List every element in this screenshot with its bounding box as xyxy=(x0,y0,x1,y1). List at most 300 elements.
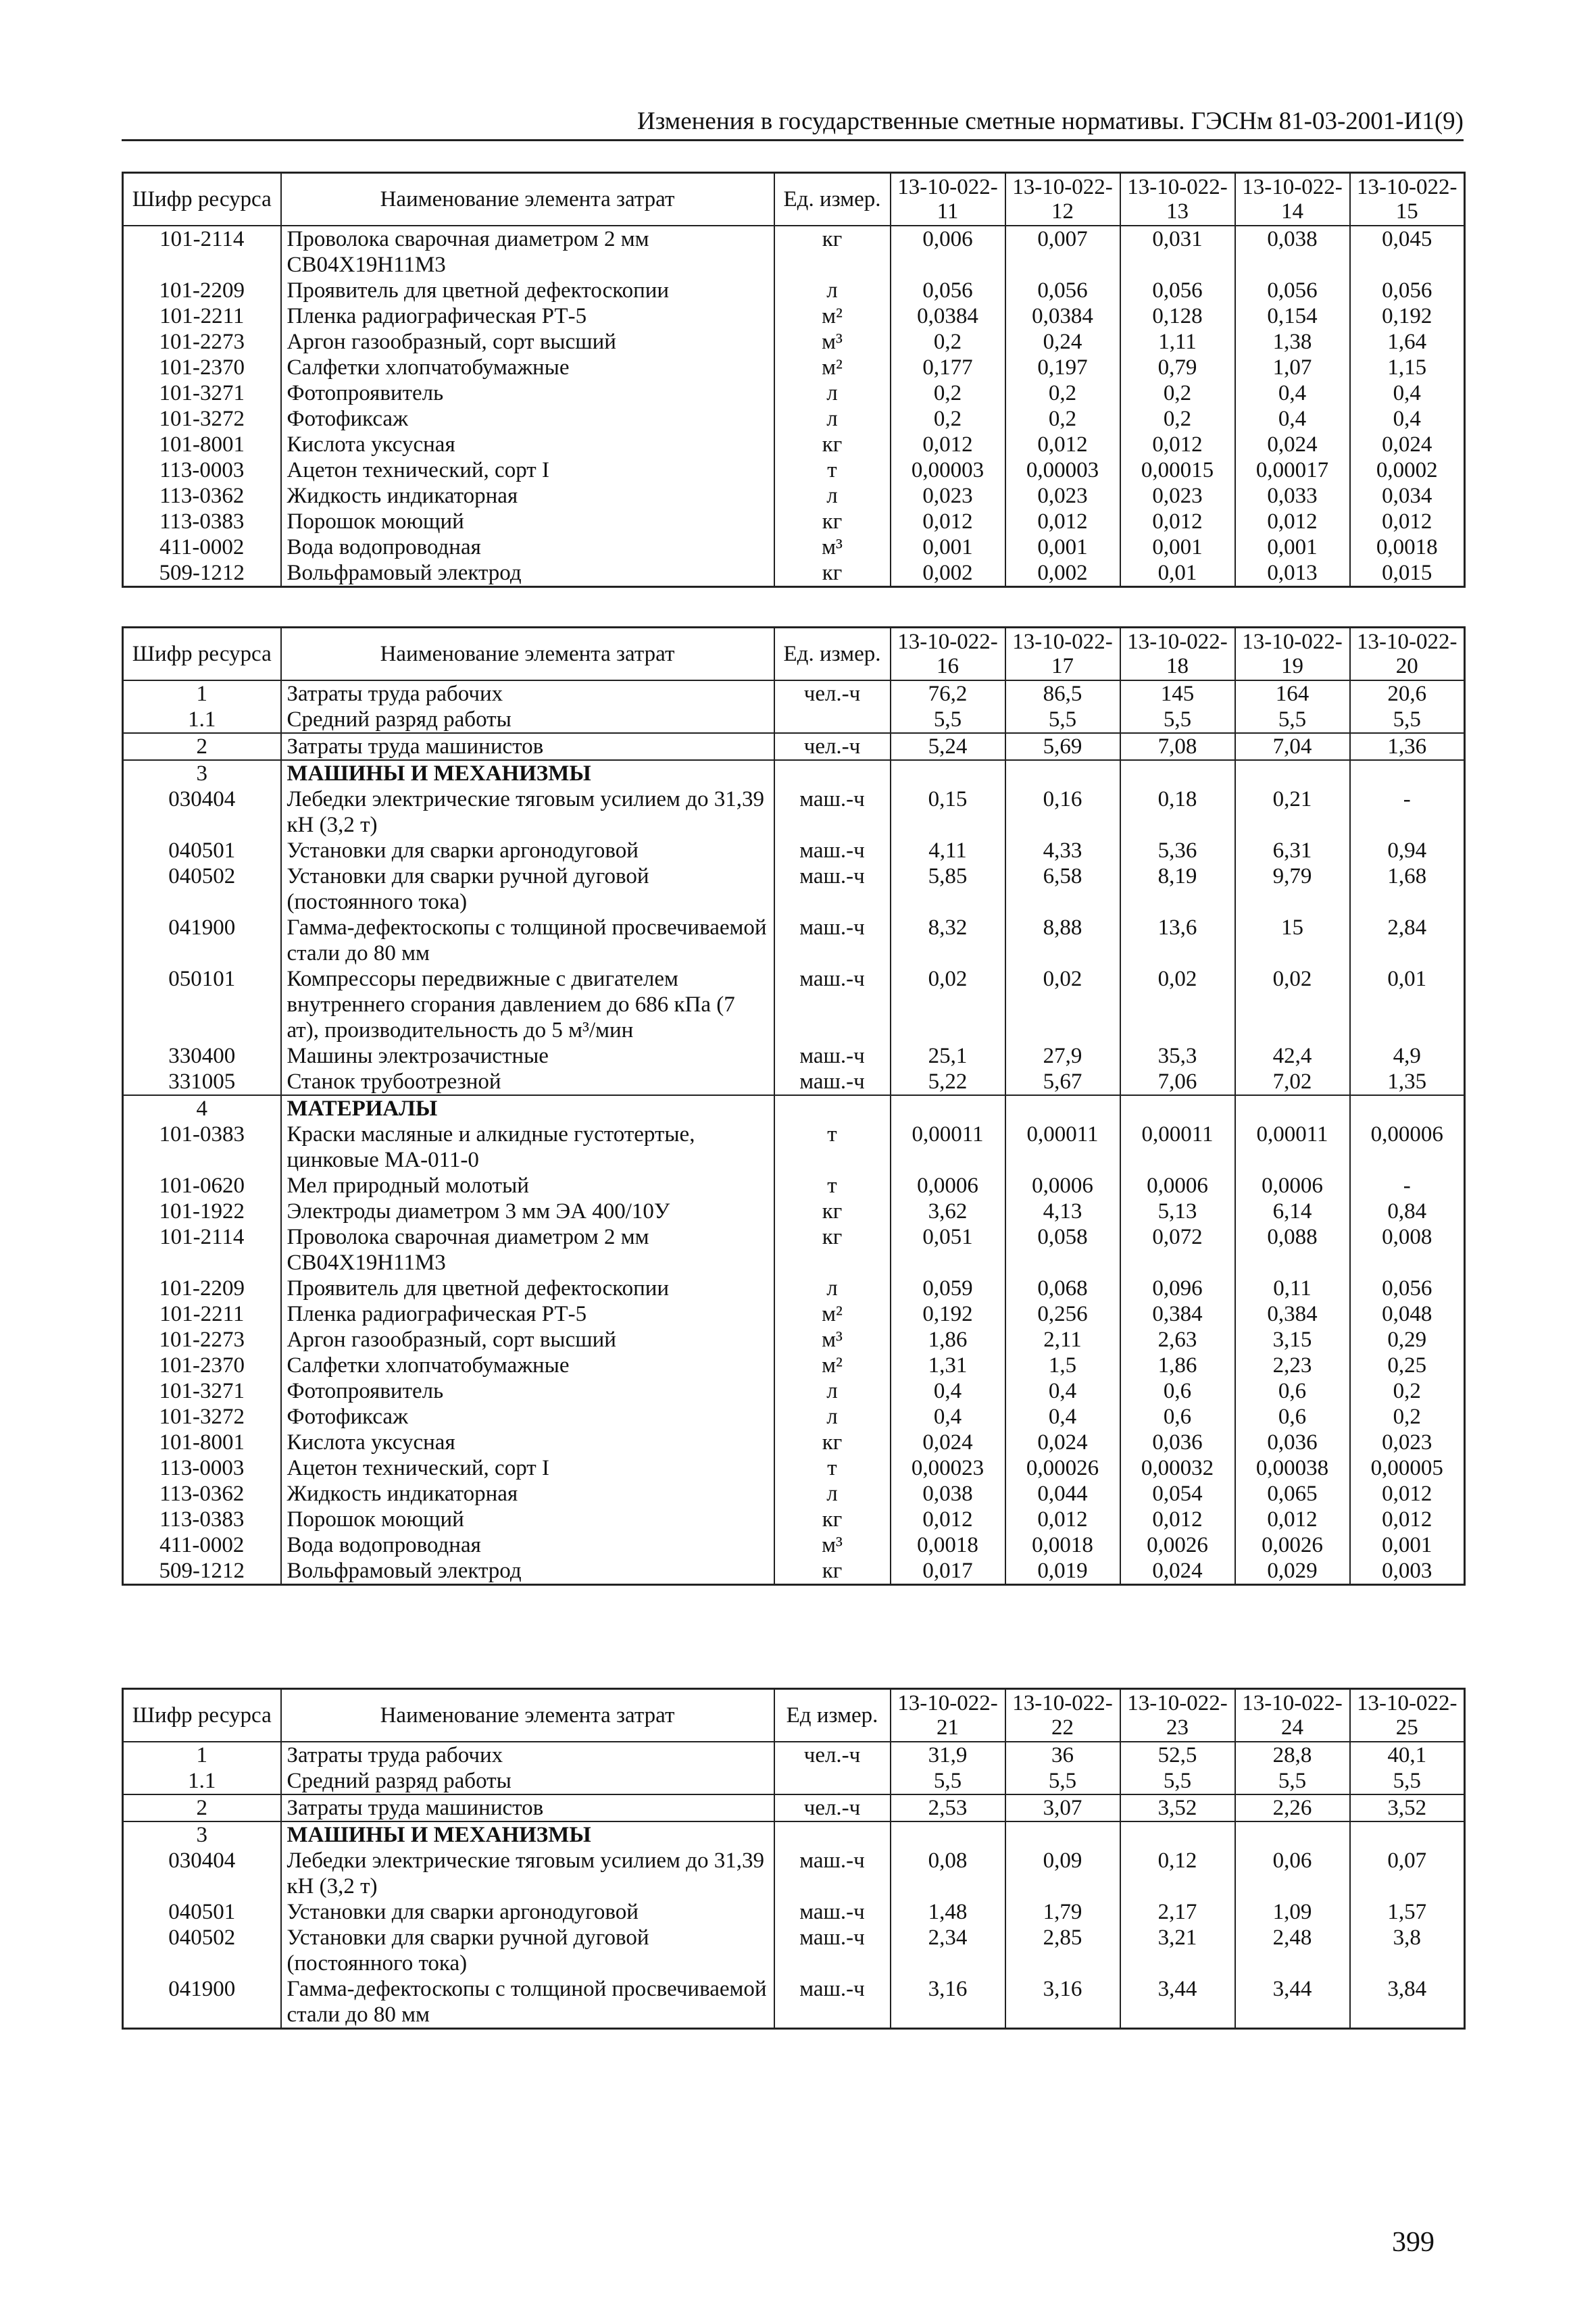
resource-value: 8,19 xyxy=(1120,863,1235,915)
table-row xyxy=(123,1301,1465,1327)
table-row xyxy=(123,1069,1465,1095)
resource-table-3 xyxy=(122,1688,1466,2030)
resource-code: 041900 xyxy=(123,1976,281,2029)
resource-value: 0,002 xyxy=(1005,560,1120,587)
resource-value: 0,003 xyxy=(1350,1558,1465,1585)
resource-value: 4,9 xyxy=(1350,1043,1465,1069)
resource-value: 0,015 xyxy=(1350,560,1465,587)
resource-value: 0,15 xyxy=(891,786,1005,838)
resource-value: 40,1 xyxy=(1350,1742,1465,1768)
resource-value: 0,038 xyxy=(1235,226,1350,278)
table-row xyxy=(123,457,1465,483)
resource-name: Фотопроявитель xyxy=(281,1378,774,1404)
resource-value: 0,4 xyxy=(1235,380,1350,406)
resource-value: 0,038 xyxy=(891,1481,1005,1507)
resource-unit: маш.-ч xyxy=(774,863,891,915)
header-norm-code: 13-10-022-23 xyxy=(1120,1689,1235,1742)
page-header-title: Изменения в государственные сметные нормативы. ГЭСНм 81-03-2001-И1(9) xyxy=(637,107,1464,135)
header-norm-code: 13-10-022-11 xyxy=(891,173,1005,226)
resource-value: 145 xyxy=(1120,680,1235,707)
resource-value: 0,00032 xyxy=(1120,1455,1235,1481)
resource-value xyxy=(1350,760,1465,786)
header-norm-code: 13-10-022-15 xyxy=(1350,173,1465,226)
resource-value: 0,24 xyxy=(1005,329,1120,355)
resource-value: 0,029 xyxy=(1235,1558,1350,1585)
resource-value: 2,53 xyxy=(891,1794,1005,1821)
resource-unit: маш.-ч xyxy=(774,1848,891,1899)
resource-value: 0,0018 xyxy=(1005,1532,1120,1558)
resource-value: 0,12 xyxy=(1120,1848,1235,1899)
resource-value: 2,63 xyxy=(1120,1327,1235,1353)
resource-value: 5,5 xyxy=(1005,707,1120,733)
resource-name: Пленка радиографическая РТ-5 xyxy=(281,1301,774,1327)
resource-value: 5,13 xyxy=(1120,1199,1235,1224)
header-norm-code: 13-10-022-24 xyxy=(1235,1689,1350,1742)
resource-name: Краски масляные и алкидные густотертые, цинковые МА-011-0 xyxy=(281,1122,774,1173)
resource-value: - xyxy=(1350,786,1465,838)
resource-value: 5,5 xyxy=(1350,1768,1465,1794)
resource-code: 101-8001 xyxy=(123,1430,281,1455)
resource-value: 3,44 xyxy=(1120,1976,1235,2029)
table-row xyxy=(123,1532,1465,1558)
resource-unit: л xyxy=(774,1276,891,1301)
resource-unit: кг xyxy=(774,432,891,457)
resource-code: 113-0003 xyxy=(123,1455,281,1481)
resource-unit: м³ xyxy=(774,329,891,355)
resource-table-2 xyxy=(122,626,1466,1586)
resource-value: 0,4 xyxy=(1235,406,1350,432)
table-row xyxy=(123,278,1465,303)
resource-value: 0,94 xyxy=(1350,838,1465,863)
resource-value: 0,056 xyxy=(1120,278,1235,303)
resource-value: 6,31 xyxy=(1235,838,1350,863)
resource-value: 0,056 xyxy=(891,278,1005,303)
resource-value: 86,5 xyxy=(1005,680,1120,707)
resource-value: 0,024 xyxy=(1350,432,1465,457)
resource-name: Ацетон технический, сорт I xyxy=(281,457,774,483)
resource-value: 7,02 xyxy=(1235,1069,1350,1095)
resource-value: 5,36 xyxy=(1120,838,1235,863)
resource-value: 0,033 xyxy=(1235,483,1350,509)
resource-value: 0,096 xyxy=(1120,1276,1235,1301)
resource-unit: л xyxy=(774,1481,891,1507)
resource-value: 1,68 xyxy=(1350,863,1465,915)
resource-value: 0,024 xyxy=(1235,432,1350,457)
resource-value: 0,02 xyxy=(1235,966,1350,1043)
header-norm-code: 13-10-022-13 xyxy=(1120,173,1235,226)
resource-unit: л xyxy=(774,483,891,509)
resource-value: 5,5 xyxy=(891,1768,1005,1794)
resource-value: 3,21 xyxy=(1120,1925,1235,1976)
resource-value: 0,059 xyxy=(891,1276,1005,1301)
resource-value: 5,5 xyxy=(1120,707,1235,733)
resource-name: Салфетки хлопчатобумажные xyxy=(281,1353,774,1378)
resource-value: 0,058 xyxy=(1005,1224,1120,1276)
resource-value: 0,056 xyxy=(1350,1276,1465,1301)
header-norm-code: 13-10-022-19 xyxy=(1235,628,1350,681)
resource-value: 0,6 xyxy=(1235,1378,1350,1404)
resource-value: 0,00015 xyxy=(1120,457,1235,483)
resource-unit: кг xyxy=(774,1199,891,1224)
resource-unit xyxy=(774,1768,891,1794)
resource-unit: м² xyxy=(774,303,891,329)
resource-code: 113-0383 xyxy=(123,1507,281,1532)
resource-unit: т xyxy=(774,1173,891,1199)
resource-unit: кг xyxy=(774,560,891,587)
resource-name: Затраты труда рабочих xyxy=(281,680,774,707)
resource-value: 3,52 xyxy=(1120,1794,1235,1821)
resource-value: 0,001 xyxy=(1350,1532,1465,1558)
resource-value: 0,0018 xyxy=(891,1532,1005,1558)
resource-value: 0,001 xyxy=(891,534,1005,560)
table-row xyxy=(123,1353,1465,1378)
resource-unit: маш.-ч xyxy=(774,786,891,838)
resource-value: 4,33 xyxy=(1005,838,1120,863)
resource-value xyxy=(891,1095,1005,1122)
resource-name: Лебедки электрические тяговым усилием до 31,39 кН (3,2 т) xyxy=(281,786,774,838)
resource-value: 0,023 xyxy=(1350,1430,1465,1455)
resource-value: 5,24 xyxy=(891,733,1005,760)
resource-value: 0,79 xyxy=(1120,355,1235,380)
resource-value: 0,09 xyxy=(1005,1848,1120,1899)
resource-unit xyxy=(774,1095,891,1122)
resource-name: Установки для сварки ручной дуговой (постоянного тока) xyxy=(281,863,774,915)
resource-value: 0,012 xyxy=(1235,1507,1350,1532)
resource-value: 1,36 xyxy=(1350,733,1465,760)
resource-value: 25,1 xyxy=(891,1043,1005,1069)
resource-code: 1 xyxy=(123,1742,281,1768)
table-row xyxy=(123,1925,1465,1976)
resource-value: 0,012 xyxy=(1120,1507,1235,1532)
resource-value: 5,5 xyxy=(1005,1768,1120,1794)
resource-value: 0,045 xyxy=(1350,226,1465,278)
resource-value: 3,15 xyxy=(1235,1327,1350,1353)
resource-value xyxy=(1005,1095,1120,1122)
resource-code: 101-8001 xyxy=(123,432,281,457)
resource-name: МАШИНЫ И МЕХАНИЗМЫ xyxy=(281,760,774,786)
resource-unit: м² xyxy=(774,355,891,380)
resource-code: 113-0383 xyxy=(123,509,281,534)
resource-unit: чел.-ч xyxy=(774,680,891,707)
resource-code: 1 xyxy=(123,680,281,707)
header-code: Шифр ресурса xyxy=(123,628,281,681)
resource-value: 0,036 xyxy=(1120,1430,1235,1455)
resource-value xyxy=(1120,760,1235,786)
resource-value: 5,5 xyxy=(1235,707,1350,733)
header-unit: Ед. измер. xyxy=(774,173,891,226)
resource-value: 7,08 xyxy=(1120,733,1235,760)
resource-code: 411-0002 xyxy=(123,534,281,560)
resource-value: 0,006 xyxy=(891,226,1005,278)
resource-code: 041900 xyxy=(123,915,281,966)
resource-value: 7,04 xyxy=(1235,733,1350,760)
resource-value: 0,29 xyxy=(1350,1327,1465,1353)
resource-code: 101-1922 xyxy=(123,1199,281,1224)
table-row xyxy=(123,1224,1465,1276)
resource-value: 2,84 xyxy=(1350,915,1465,966)
resource-value: 0,0006 xyxy=(1235,1173,1350,1199)
resource-unit: маш.-ч xyxy=(774,1899,891,1925)
resource-value: 0,192 xyxy=(1350,303,1465,329)
header-norm-code: 13-10-022-25 xyxy=(1350,1689,1465,1742)
resource-value: 0,2 xyxy=(891,329,1005,355)
resource-value: 0,088 xyxy=(1235,1224,1350,1276)
resource-value: 2,34 xyxy=(891,1925,1005,1976)
resource-code: 3 xyxy=(123,1821,281,1848)
resource-value: 0,012 xyxy=(891,1507,1005,1532)
resource-name: Кислота уксусная xyxy=(281,1430,774,1455)
resource-code: 101-2114 xyxy=(123,226,281,278)
resource-unit: маш.-ч xyxy=(774,1925,891,1976)
resource-value: 0,056 xyxy=(1235,278,1350,303)
resource-value: 0,08 xyxy=(891,1848,1005,1899)
header-name: Наименование элемента затрат xyxy=(281,173,774,226)
resource-value: 3,62 xyxy=(891,1199,1005,1224)
resource-unit: кг xyxy=(774,1224,891,1276)
resource-code: 050101 xyxy=(123,966,281,1043)
resource-code: 2 xyxy=(123,733,281,760)
resource-value: 0,2 xyxy=(1120,380,1235,406)
resource-code: 101-2211 xyxy=(123,303,281,329)
resource-name: Вольфрамовый электрод xyxy=(281,560,774,587)
resource-value: 0,036 xyxy=(1235,1430,1350,1455)
resource-unit: чел.-ч xyxy=(774,733,891,760)
resource-value: 5,69 xyxy=(1005,733,1120,760)
resource-value: 3,8 xyxy=(1350,1925,1465,1976)
resource-name: Проявитель для цветной дефектоскопии xyxy=(281,1276,774,1301)
resource-value: 0,2 xyxy=(1350,1404,1465,1430)
header-unit: Ед. измер. xyxy=(774,628,891,681)
resource-value: 0,84 xyxy=(1350,1199,1465,1224)
resource-value: 5,5 xyxy=(1350,707,1465,733)
table-row xyxy=(123,1095,1465,1122)
resource-value: 0,0384 xyxy=(1005,303,1120,329)
resource-value: 5,67 xyxy=(1005,1069,1120,1095)
resource-unit xyxy=(774,760,891,786)
resource-name: Станок трубоотрезной xyxy=(281,1069,774,1095)
resource-value: 0,4 xyxy=(891,1404,1005,1430)
resource-value: 0,0026 xyxy=(1235,1532,1350,1558)
resource-value: 0,012 xyxy=(1005,432,1120,457)
resource-code: 411-0002 xyxy=(123,1532,281,1558)
resource-name: МАШИНЫ И МЕХАНИЗМЫ xyxy=(281,1821,774,1848)
resource-value: 0,012 xyxy=(891,432,1005,457)
resource-table-1 xyxy=(122,172,1466,588)
resource-value: 0,16 xyxy=(1005,786,1120,838)
resource-value: 0,0006 xyxy=(891,1173,1005,1199)
resource-code: 101-3272 xyxy=(123,406,281,432)
resource-value: 0,21 xyxy=(1235,786,1350,838)
resource-value: 0,2 xyxy=(891,380,1005,406)
header-unit: Ед измер. xyxy=(774,1689,891,1742)
table-row xyxy=(123,380,1465,406)
resource-value: 0,154 xyxy=(1235,303,1350,329)
resource-name: Порошок моющий xyxy=(281,509,774,534)
resource-value: 0,00023 xyxy=(891,1455,1005,1481)
resource-code: 101-2209 xyxy=(123,278,281,303)
resource-value: 0,00011 xyxy=(1005,1122,1120,1173)
resource-value: 0,012 xyxy=(1350,1481,1465,1507)
resource-value: 0,02 xyxy=(1120,966,1235,1043)
resource-value: 4,13 xyxy=(1005,1199,1120,1224)
resource-name: Проволока сварочная диаметром 2 мм СВ04Х19Н11М3 xyxy=(281,1224,774,1276)
header-name: Наименование элемента затрат xyxy=(281,628,774,681)
resource-value: 0,01 xyxy=(1120,560,1235,587)
resource-name: Проволока сварочная диаметром 2 мм СВ04Х19Н11М3 xyxy=(281,226,774,278)
resource-value: 6,14 xyxy=(1235,1199,1350,1224)
resource-value: 0,2 xyxy=(891,406,1005,432)
table-row xyxy=(123,1378,1465,1404)
resource-value: 1,35 xyxy=(1350,1069,1465,1095)
resource-value xyxy=(891,760,1005,786)
resource-value: 0,6 xyxy=(1120,1378,1235,1404)
resource-value: 0,024 xyxy=(1005,1430,1120,1455)
header-norm-code: 13-10-022-21 xyxy=(891,1689,1005,1742)
resource-code: 509-1212 xyxy=(123,560,281,587)
resource-value: 3,84 xyxy=(1350,1976,1465,2029)
resource-value: 0,128 xyxy=(1120,303,1235,329)
resource-value: 8,32 xyxy=(891,915,1005,966)
resource-value: 0,0002 xyxy=(1350,457,1465,483)
resource-value: 0,008 xyxy=(1350,1224,1465,1276)
resource-name: Затраты труда рабочих xyxy=(281,1742,774,1768)
resource-value: 0,001 xyxy=(1005,534,1120,560)
table-row xyxy=(123,1899,1465,1925)
resource-name: Кислота уксусная xyxy=(281,432,774,457)
resource-value: - xyxy=(1350,1173,1465,1199)
resource-unit: т xyxy=(774,1455,891,1481)
resource-code: 101-0383 xyxy=(123,1122,281,1173)
resource-unit: м³ xyxy=(774,534,891,560)
resource-value: 0,012 xyxy=(1350,509,1465,534)
resource-code: 1.1 xyxy=(123,1768,281,1794)
table-row xyxy=(123,432,1465,457)
resource-code: 101-0620 xyxy=(123,1173,281,1199)
resource-value xyxy=(1235,1821,1350,1848)
resource-value: 0,019 xyxy=(1005,1558,1120,1585)
resource-value xyxy=(1350,1095,1465,1122)
resource-value: 0,02 xyxy=(1005,966,1120,1043)
resource-value: 0,0006 xyxy=(1120,1173,1235,1199)
resource-unit: кг xyxy=(774,226,891,278)
table-row xyxy=(123,1794,1465,1821)
resource-unit xyxy=(774,707,891,733)
resource-value: 5,5 xyxy=(1235,1768,1350,1794)
table-row xyxy=(123,1455,1465,1481)
resource-value: 8,88 xyxy=(1005,915,1120,966)
resource-value: 0,012 xyxy=(1005,1507,1120,1532)
resource-value: 0,012 xyxy=(1235,509,1350,534)
table-row xyxy=(123,1122,1465,1173)
resource-name: Установки для сварки ручной дуговой (постоянного тока) xyxy=(281,1925,774,1976)
resource-value: 0,012 xyxy=(891,509,1005,534)
resource-value: 1,07 xyxy=(1235,355,1350,380)
resource-value: 0,00026 xyxy=(1005,1455,1120,1481)
header-rule xyxy=(122,139,1464,141)
resource-code: 113-0362 xyxy=(123,483,281,509)
table-row xyxy=(123,760,1465,786)
resource-value: 42,4 xyxy=(1235,1043,1350,1069)
resource-unit: м² xyxy=(774,1353,891,1378)
resource-value: 0,023 xyxy=(1120,483,1235,509)
resource-name: МАТЕРИАЛЫ xyxy=(281,1095,774,1122)
resource-value: 2,23 xyxy=(1235,1353,1350,1378)
resource-value: 0,051 xyxy=(891,1224,1005,1276)
resource-value: 9,79 xyxy=(1235,863,1350,915)
resource-value: 0,6 xyxy=(1235,1404,1350,1430)
resource-name: Вольфрамовый электрод xyxy=(281,1558,774,1585)
resource-code: 040501 xyxy=(123,1899,281,1925)
table-row xyxy=(123,838,1465,863)
resource-value: 0,0384 xyxy=(891,303,1005,329)
resource-code: 101-2211 xyxy=(123,1301,281,1327)
resource-name: Проявитель для цветной дефектоскопии xyxy=(281,278,774,303)
table-row xyxy=(123,1430,1465,1455)
table-row xyxy=(123,707,1465,733)
resource-value: 0,012 xyxy=(1120,432,1235,457)
table-row xyxy=(123,303,1465,329)
resource-value: 0,013 xyxy=(1235,560,1350,587)
resource-unit: т xyxy=(774,1122,891,1173)
resource-value: 0,001 xyxy=(1235,534,1350,560)
resource-value xyxy=(1005,760,1120,786)
resource-value: 0,002 xyxy=(891,560,1005,587)
resource-name: Мел природный молотый xyxy=(281,1173,774,1199)
resource-name: Вода водопроводная xyxy=(281,1532,774,1558)
resource-code: 101-2209 xyxy=(123,1276,281,1301)
resource-code: 101-3271 xyxy=(123,380,281,406)
resource-name: Гамма-дефектоскопы с толщиной просвечиваемой стали до 80 мм xyxy=(281,1976,774,2029)
table-row xyxy=(123,1768,1465,1794)
resource-value: 0,00017 xyxy=(1235,457,1350,483)
resource-code: 101-3272 xyxy=(123,1404,281,1430)
resource-value: 0,024 xyxy=(1120,1558,1235,1585)
resource-value: 0,012 xyxy=(1120,509,1235,534)
resource-value: 0,072 xyxy=(1120,1224,1235,1276)
resource-code: 330400 xyxy=(123,1043,281,1069)
table-row xyxy=(123,329,1465,355)
resource-name: Машины электрозачистные xyxy=(281,1043,774,1069)
table-row xyxy=(123,966,1465,1043)
header-code: Шифр ресурса xyxy=(123,1689,281,1742)
resource-value: 5,85 xyxy=(891,863,1005,915)
resource-value: 0,048 xyxy=(1350,1301,1465,1327)
resource-code: 4 xyxy=(123,1095,281,1122)
resource-value: 6,58 xyxy=(1005,863,1120,915)
resource-name: Жидкость индикаторная xyxy=(281,1481,774,1507)
resource-value: 0,017 xyxy=(891,1558,1005,1585)
resource-value: 0,4 xyxy=(891,1378,1005,1404)
table-row xyxy=(123,1404,1465,1430)
resource-value: 13,6 xyxy=(1120,915,1235,966)
resource-code: 331005 xyxy=(123,1069,281,1095)
resource-value: 2,48 xyxy=(1235,1925,1350,1976)
resource-value: 0,2 xyxy=(1005,380,1120,406)
resource-code: 040502 xyxy=(123,1925,281,1976)
resource-name: Компрессоры передвижные с двигателем внутреннего сгорания давлением до 686 кПа (7 ат), производительность до 5 м³/мин xyxy=(281,966,774,1043)
table-row xyxy=(123,680,1465,707)
table-row xyxy=(123,1199,1465,1224)
resource-name: Салфетки хлопчатобумажные xyxy=(281,355,774,380)
resource-value: 1,38 xyxy=(1235,329,1350,355)
table-row xyxy=(123,226,1465,278)
table-row xyxy=(123,915,1465,966)
resource-value: 0,054 xyxy=(1120,1481,1235,1507)
resource-value: 1,64 xyxy=(1350,329,1465,355)
resource-name: Пленка радиографическая РТ-5 xyxy=(281,303,774,329)
resource-unit: л xyxy=(774,406,891,432)
resource-value: 1,79 xyxy=(1005,1899,1120,1925)
